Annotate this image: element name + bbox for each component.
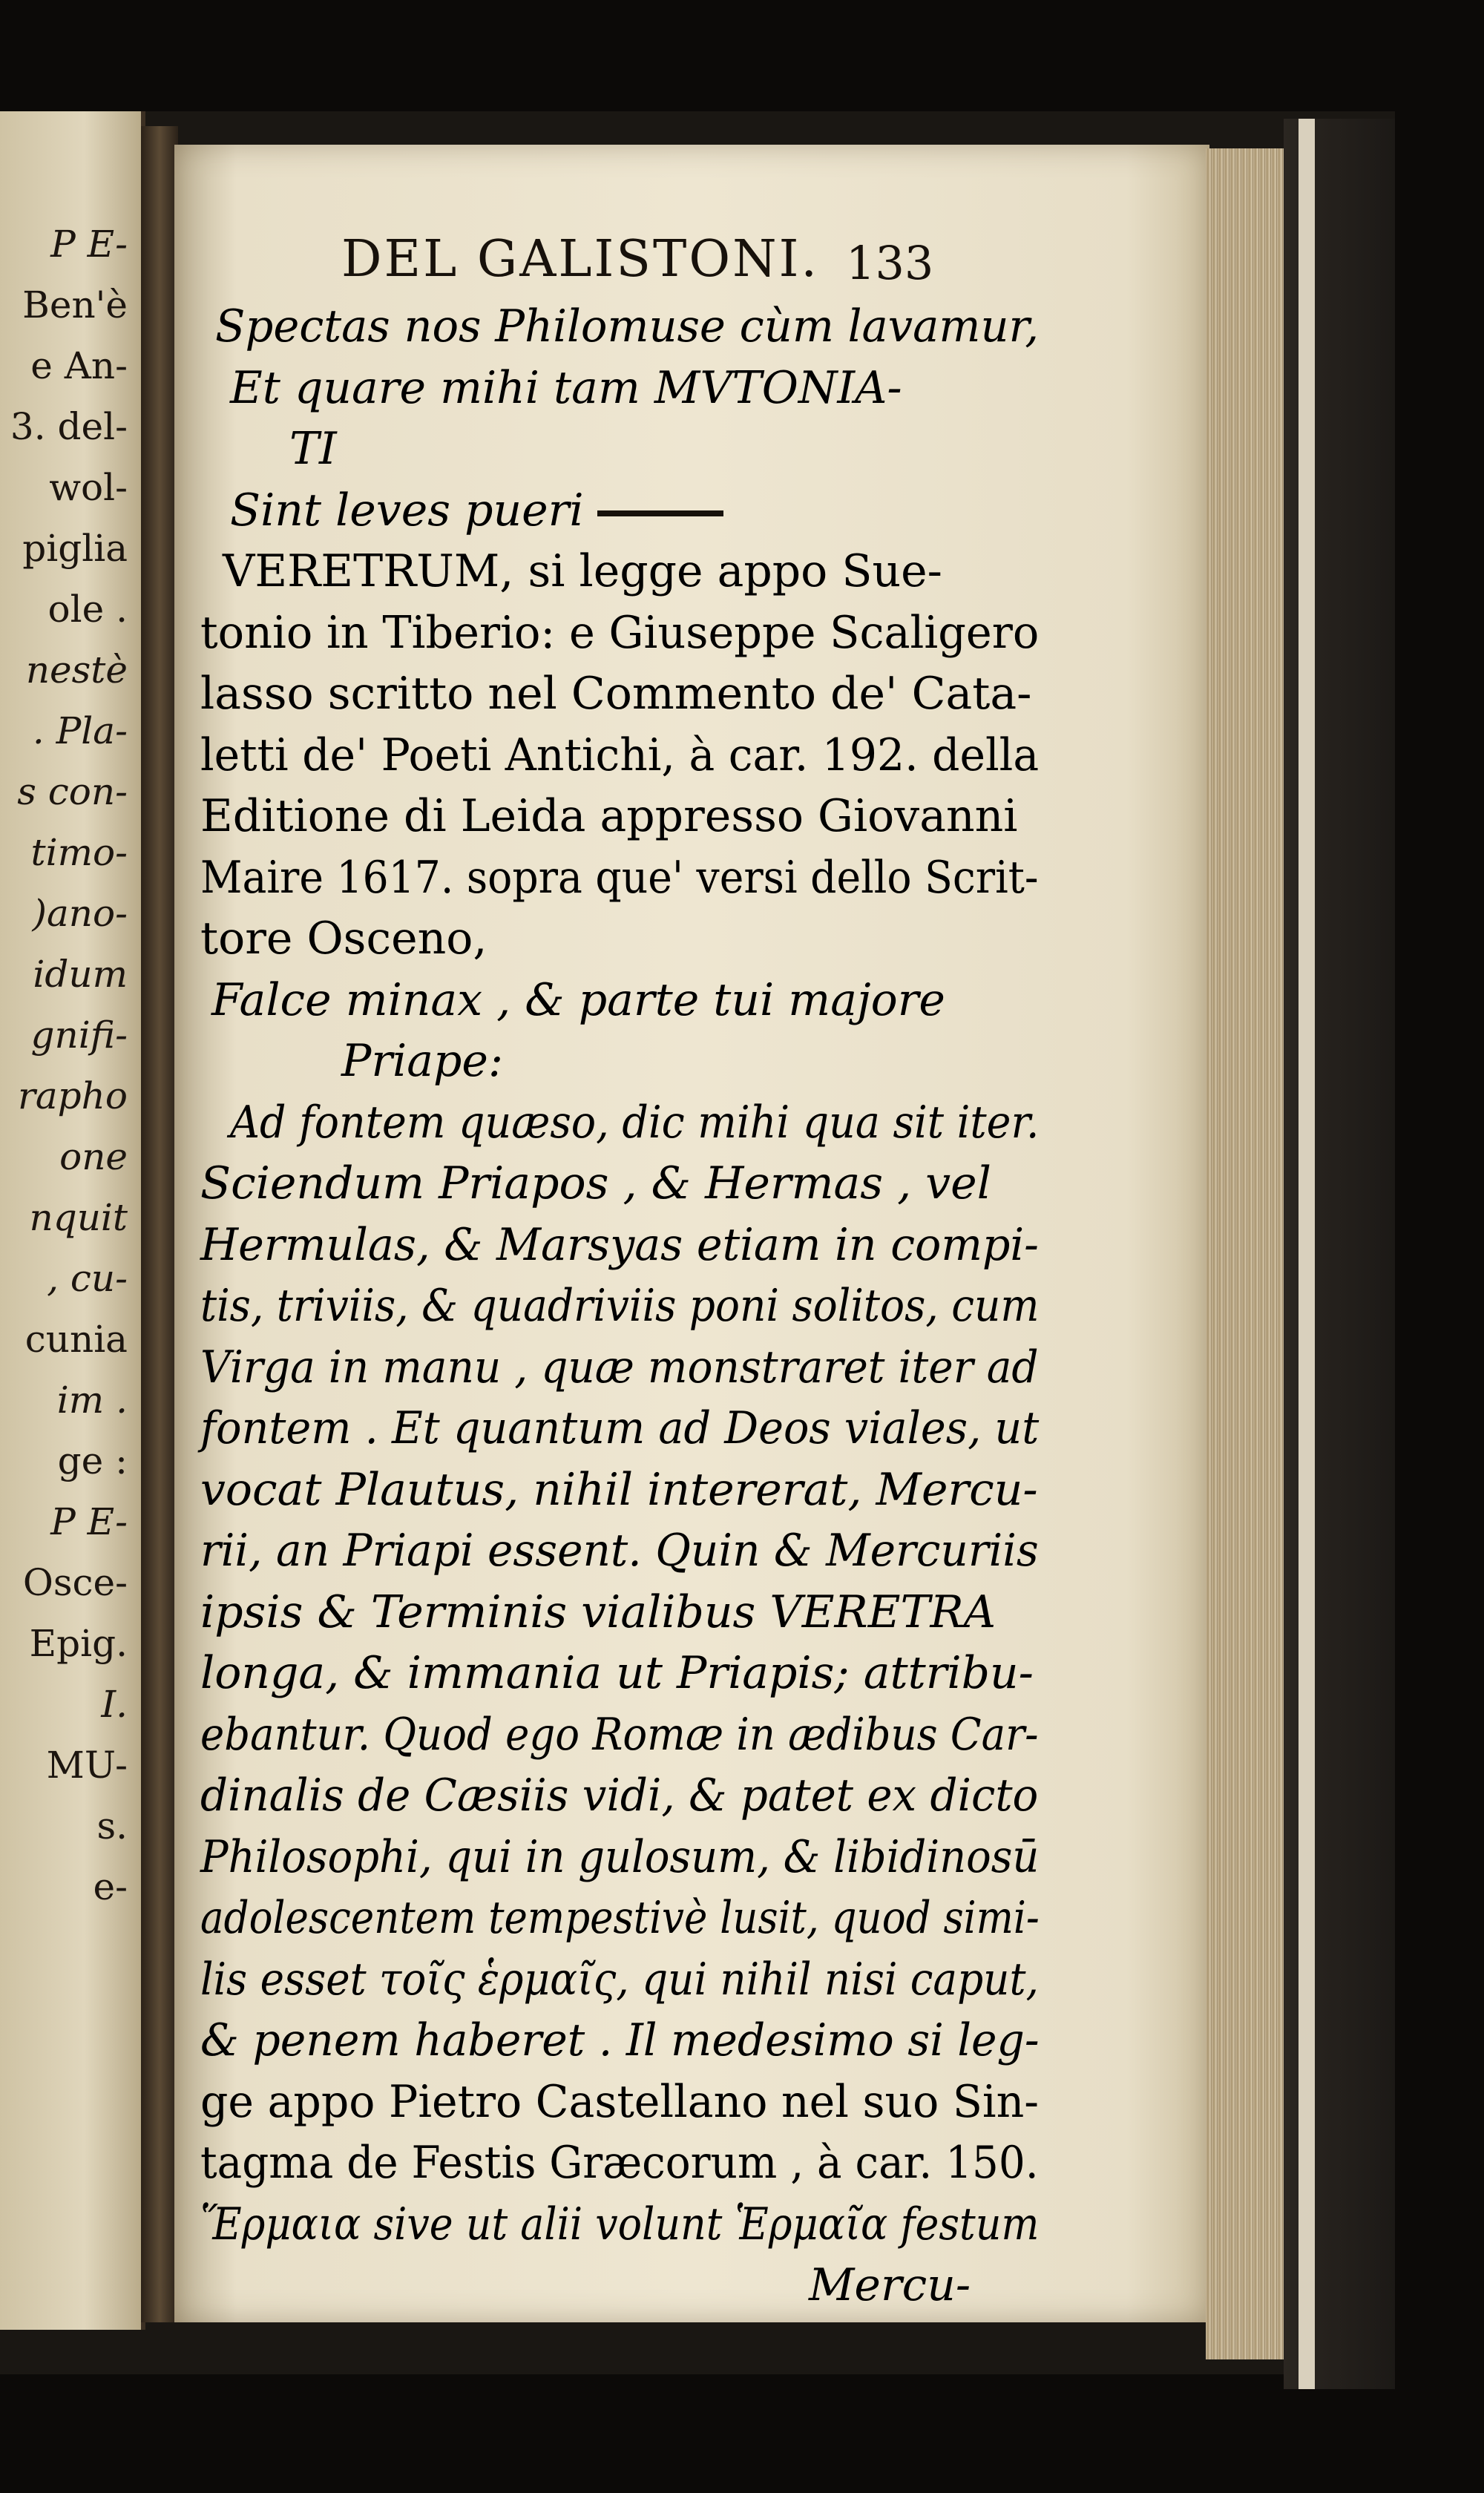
body-line-text: ebantur. Quod ego Romæ in ædibus Car-: [200, 1708, 1039, 1761]
body-line-text: Sint leves pueri: [230, 484, 584, 536]
previous-page: [0, 111, 145, 2330]
body-line-text: lis esset τοῖς ἑρμαῖς, qui nihil nisi caput,: [200, 1953, 1039, 2006]
body-line: [341, 1035, 504, 1087]
previous-page-line: , cu-: [47, 1257, 128, 1300]
body-line: [809, 2259, 971, 2311]
page-number: 133: [846, 236, 934, 290]
previous-page-line: )ano-: [32, 892, 128, 935]
previous-page-line: nestè: [25, 648, 128, 692]
previous-page-line: s.: [96, 1804, 128, 1847]
body-line: [230, 361, 902, 414]
body-line-text: fontem . Et quantum ad Deos viales, ut: [200, 1402, 1040, 1454]
previous-page-line: im .: [56, 1379, 128, 1422]
previous-page-line: Ben'è: [22, 283, 128, 326]
body-line-text: Editione di Leida appresso Giovanni: [200, 790, 1018, 842]
body-line: [200, 1280, 1040, 1332]
previous-page-line: gnifi-: [30, 1014, 128, 1057]
body-line-text: vocat Plautus, nihil intererat, Mercu-: [200, 1463, 1038, 1516]
body-line: [200, 1586, 997, 1638]
body-line: [200, 1525, 1039, 1577]
body-line-text: Sciendum Priapos , & Hermas , vel: [200, 1157, 991, 1209]
body-line-text: tonio in Tiberio: e Giuseppe Scaligero: [200, 606, 1040, 659]
body-line: [200, 1647, 1034, 1699]
previous-page-line: timo-: [30, 831, 128, 874]
body-line-text: Ad fontem quæso, dic mihi qua sit iter.: [230, 1096, 1040, 1149]
body-line-text: letti de' Poeti Antichi, à car. 192. della: [200, 729, 1040, 781]
body-line: [200, 2198, 1040, 2250]
body-line-text: adolescentem tempestivè lusit, quod simi-: [200, 1892, 1040, 1944]
body-line-text: TI: [289, 423, 337, 475]
body-line-text: VERETRUM, si legge appo Sue-: [223, 545, 942, 597]
body-line: [200, 1218, 1039, 1271]
body-line: [200, 668, 1032, 720]
body-line: [200, 1402, 1040, 1454]
body-line-text: Hermulas, & Marsyas etiam in compi-: [200, 1218, 1039, 1271]
previous-page-line: one: [59, 1135, 128, 1178]
body-line: [200, 1892, 1040, 1944]
body-line-text: Ἕρμαια sive ut alii volunt Ἑρμαῖα festum: [200, 2198, 1040, 2250]
previous-page-line: e An-: [30, 344, 128, 387]
body-line: [200, 1157, 991, 1209]
body-line-text: Philosophi, qui in gulosum, & libidinosū: [200, 1830, 1040, 1883]
body-line-text: dinalis de Cæsiis vidi, & patet ex dicto: [200, 1770, 1039, 1822]
previous-page-line: ole .: [47, 588, 128, 631]
previous-page-line: idum: [33, 953, 128, 996]
previous-page-line: Epig.: [29, 1622, 128, 1665]
body-line-text: lasso scritto nel Commento de' Cata-: [200, 668, 1032, 720]
running-head: DEL GALISTONI.: [341, 230, 820, 289]
body-line: [200, 1830, 1040, 1883]
previous-page-line: e-: [93, 1865, 128, 1908]
body-line-text: tis, triviis, & quadriviis poni solitos, cum: [200, 1280, 1040, 1332]
previous-page-line: 3. del-: [10, 405, 128, 448]
body-line: [200, 1463, 1038, 1516]
book-gutter: [141, 126, 178, 2322]
previous-page-line: I.: [101, 1683, 128, 1726]
em-dash-rule: [597, 510, 723, 516]
previous-page-line: nquit: [29, 1196, 128, 1239]
cover-spine-strip: [1298, 119, 1315, 2389]
body-line: [200, 1341, 1039, 1393]
body-line-text: & penem haberet . Il medesimo si leg-: [200, 2014, 1040, 2066]
body-line-text: longa, & immania ut Priapis; attribu-: [200, 1647, 1034, 1699]
body-line-text: Priape:: [341, 1035, 504, 1087]
body-line-text: ge appo Pietro Castellano nel suo Sin-: [200, 2075, 1039, 2128]
body-line-text: Mercu-: [809, 2259, 971, 2311]
body-line: [200, 851, 1039, 904]
previous-page-line: P E-: [50, 223, 128, 266]
page-edges: [1206, 148, 1287, 2359]
previous-page-line: wol-: [49, 466, 128, 509]
body-line: [200, 2137, 1039, 2189]
body-line-text: tore Osceno,: [200, 913, 487, 965]
body-line-text: Falce minax , & parte tui majore: [211, 973, 945, 1026]
previous-page-line: ge :: [57, 1439, 128, 1482]
previous-page-line: Osce-: [22, 1561, 128, 1604]
previous-page-line: MU-: [46, 1744, 128, 1787]
body-line: [200, 729, 1040, 781]
body-line: [223, 545, 942, 597]
body-line: [289, 423, 337, 475]
body-line: [200, 1953, 1039, 2006]
body-line: [200, 790, 1018, 842]
previous-page-line: piglia: [22, 527, 128, 570]
body-line: [200, 913, 487, 965]
body-line-text: tagma de Festis Græcorum , à car. 150.: [200, 2137, 1039, 2189]
body-line: [200, 2075, 1039, 2128]
previous-page-line: P E-: [50, 1500, 128, 1543]
previous-page-line: . Pla-: [32, 709, 128, 752]
body-line: [200, 1708, 1039, 1761]
body-line-text: ipsis & Terminis vialibus VERETRA: [200, 1586, 997, 1638]
body-line: [200, 1770, 1039, 1822]
body-line: [215, 300, 1040, 352]
previous-page-line: rapho: [17, 1074, 128, 1117]
back-cover: [1284, 119, 1395, 2389]
body-line: [230, 1096, 1040, 1149]
previous-page-line: cunia: [24, 1318, 128, 1361]
body-line: [200, 2014, 1040, 2066]
body-line-text: Et quare mihi tam MVTONIA-: [230, 361, 902, 414]
body-line: [200, 606, 1040, 659]
previous-page-line: s con-: [17, 770, 128, 813]
body-line-text: Spectas nos Philomuse cùm lavamur,: [215, 300, 1040, 352]
body-line-text: Virga in manu , quæ monstraret iter ad: [200, 1341, 1039, 1393]
body-line: [211, 973, 945, 1026]
body-line: [230, 484, 723, 536]
body-line-text: rii, an Priapi essent. Quin & Mercuriis: [200, 1525, 1039, 1577]
body-line-text: Maire 1617. sopra que' versi dello Scrit-: [200, 851, 1039, 904]
